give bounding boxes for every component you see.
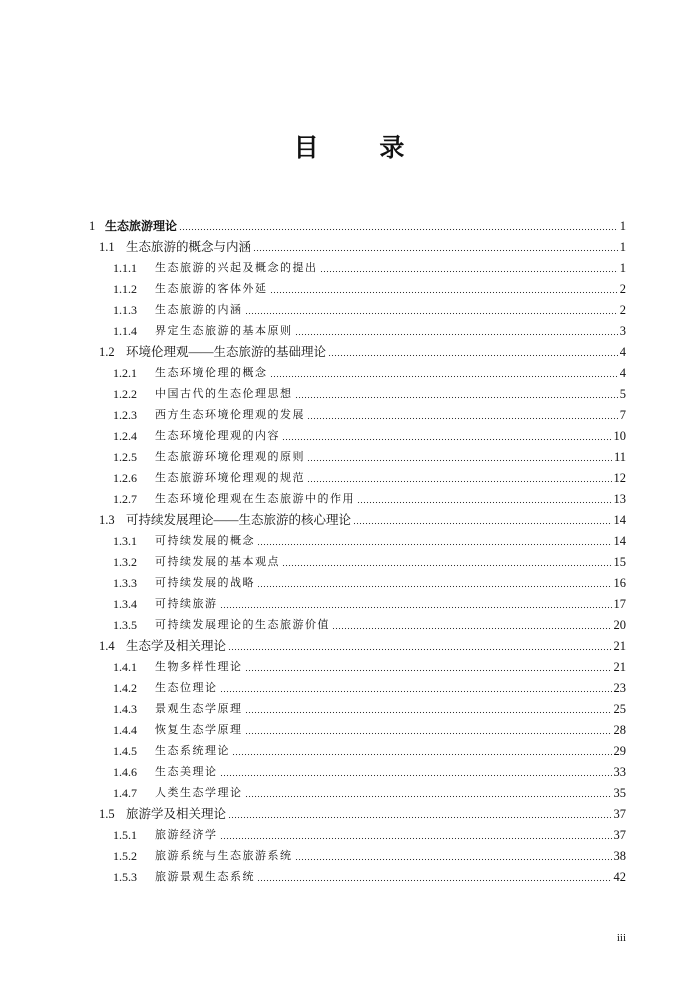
toc-entry[interactable] <box>113 759 626 780</box>
toc-entry-title: 可持续发展理论——生态旅游的核心理论 <box>126 513 352 527</box>
toc-entry-number: 1.3.5 <box>113 618 137 632</box>
toc-entry[interactable] <box>113 591 626 612</box>
toc-entry-page: 35 <box>613 786 626 800</box>
toc-entry-title: 生态环境伦理观在生态旅游中的作用 <box>155 492 355 505</box>
dot-leader <box>179 228 618 231</box>
toc-entry-title: 生态环境伦理观的内容 <box>155 429 280 442</box>
toc-entry[interactable] <box>113 528 626 549</box>
dot-leader <box>282 438 612 441</box>
toc-entry-number: 1.4.2 <box>113 681 137 695</box>
toc-entry-page: 13 <box>613 492 626 506</box>
toc-entry-title: 生态旅游环境伦理观的原则 <box>155 450 305 463</box>
toc-entry[interactable] <box>113 423 626 444</box>
toc-entry-title: 生态旅游环境伦理观的规范 <box>155 471 305 484</box>
toc-entry-title: 生态旅游的客体外延 <box>155 282 268 295</box>
toc-entry[interactable] <box>113 570 626 591</box>
toc-entry[interactable] <box>113 612 626 633</box>
toc-entry-page: 3 <box>619 324 626 338</box>
toc-entry[interactable] <box>99 801 626 822</box>
toc-entry-title: 恢复生态学原理 <box>155 723 243 736</box>
toc-entry-title: 生态旅游理论 <box>105 219 178 233</box>
toc-entry-number: 1.4.1 <box>113 660 137 674</box>
toc-entry-page: 20 <box>613 618 626 632</box>
toc-entry-title: 生态系统理论 <box>155 744 230 757</box>
toc-entry-number: 1.2.5 <box>113 450 137 464</box>
toc-entry-title: 环境伦理观——生态旅游的基础理论 <box>126 345 327 359</box>
toc-entry-page: 42 <box>613 870 626 884</box>
toc-entry[interactable] <box>113 465 626 486</box>
toc-entry-page: 11 <box>613 450 626 464</box>
toc-entry-page: 1 <box>619 261 626 275</box>
toc-entry-number: 1.3.2 <box>113 555 137 569</box>
toc-entry-title: 旅游系统与生态旅游系统 <box>155 849 293 862</box>
dot-leader <box>257 879 612 882</box>
toc-entry-page: 23 <box>613 681 626 695</box>
toc-entry-page: 29 <box>613 744 626 758</box>
toc-entry-number: 1.2.2 <box>113 387 137 401</box>
toc-entry[interactable] <box>113 696 626 717</box>
dot-leader <box>245 669 612 672</box>
dot-leader <box>245 795 612 798</box>
toc-entry[interactable] <box>113 444 626 465</box>
toc-entry[interactable] <box>113 843 626 864</box>
toc-entry-number: 1.4.3 <box>113 702 137 716</box>
toc-entry-title: 生态美理论 <box>155 765 218 778</box>
dot-leader <box>307 459 612 462</box>
toc-title: 目 录 <box>293 133 431 162</box>
dot-leader <box>295 858 612 861</box>
toc-entry-page: 37 <box>613 807 626 821</box>
toc-entry-title: 界定生态旅游的基本原则 <box>155 324 293 337</box>
toc-entry-page: 37 <box>613 828 626 842</box>
toc-entry-title: 中国古代的生态伦理思想 <box>155 387 293 400</box>
toc-entry-number: 1.1.1 <box>113 261 137 275</box>
toc-entry-page: 16 <box>613 576 626 590</box>
toc-entry[interactable] <box>113 318 626 339</box>
toc-entry-number: 1.1.3 <box>113 303 137 317</box>
dot-leader <box>245 312 618 315</box>
toc-entry[interactable] <box>113 297 626 318</box>
dot-leader <box>307 417 618 420</box>
toc-entry-number: 1.2 <box>99 345 115 359</box>
toc-entry-page: 14 <box>613 513 626 527</box>
toc-entry-page: 12 <box>613 471 626 485</box>
toc-entry-title: 生态环境伦理的概念 <box>155 366 268 379</box>
dot-leader <box>307 480 612 483</box>
toc-entry-number: 1.1.2 <box>113 282 137 296</box>
toc-entry-page: 2 <box>619 282 626 296</box>
toc-entry[interactable] <box>99 633 626 654</box>
toc-entry[interactable] <box>113 675 626 696</box>
toc-entry-number: 1.4.4 <box>113 723 137 737</box>
toc-entry-title: 可持续发展的概念 <box>155 534 255 547</box>
toc-entry-title: 生物多样性理论 <box>155 660 243 673</box>
toc-entry-page: 28 <box>613 723 626 737</box>
toc-entry-number: 1.1 <box>99 240 115 254</box>
toc-entry[interactable] <box>99 339 626 360</box>
toc-entry[interactable] <box>113 276 626 297</box>
dot-leader <box>220 606 612 609</box>
toc-entry-page: 1 <box>619 219 626 233</box>
dot-leader <box>253 249 618 252</box>
toc-entry-title: 生态旅游的概念与内涵 <box>126 240 252 254</box>
toc-entry-number: 1.3.4 <box>113 597 137 611</box>
toc-entry-number: 1.4.7 <box>113 786 137 800</box>
toc-entry[interactable] <box>113 822 626 843</box>
dot-leader <box>353 522 611 525</box>
toc-entry-page: 15 <box>613 555 626 569</box>
toc-entry-number: 1.3 <box>99 513 115 527</box>
toc-entry[interactable] <box>89 213 626 234</box>
toc-entry-page: 2 <box>619 303 626 317</box>
dot-leader <box>220 774 612 777</box>
toc-entry-number: 1.5 <box>99 807 115 821</box>
dot-leader <box>320 270 618 273</box>
dot-leader <box>332 627 612 630</box>
toc-entry-title: 生态位理论 <box>155 681 218 694</box>
dot-leader <box>357 501 612 504</box>
toc-entry-page: 21 <box>613 660 626 674</box>
dot-leader <box>295 333 618 336</box>
toc-entry-page: 25 <box>613 702 626 716</box>
toc-entry[interactable] <box>113 780 626 801</box>
toc-entry-page: 38 <box>613 849 626 863</box>
dot-leader <box>232 753 612 756</box>
dot-leader <box>220 837 612 840</box>
toc-entry[interactable] <box>113 864 626 885</box>
toc-entry-number: 1.1.4 <box>113 324 137 338</box>
toc-entry-page: 1 <box>619 240 626 254</box>
toc-entry-title: 人类生态学理论 <box>155 786 243 799</box>
dot-leader <box>245 732 612 735</box>
toc-entry[interactable] <box>113 381 626 402</box>
toc-entry[interactable] <box>113 402 626 423</box>
toc-entry-title: 旅游景观生态系统 <box>155 870 255 883</box>
toc-entry-number: 1.5.2 <box>113 849 137 863</box>
toc-entry-number: 1.4 <box>99 639 115 653</box>
toc-entry[interactable] <box>99 507 626 528</box>
toc-entry-page: 4 <box>619 366 626 380</box>
toc-entry-title: 旅游学及相关理论 <box>126 807 227 821</box>
toc-entry[interactable] <box>113 255 626 276</box>
toc-entry[interactable] <box>113 654 626 675</box>
dot-leader <box>257 543 612 546</box>
toc-entry[interactable] <box>113 360 626 381</box>
page-number: iii <box>616 932 626 944</box>
toc-entry[interactable] <box>99 234 626 255</box>
toc-entry-number: 1.4.5 <box>113 744 137 758</box>
toc-entry-page: 21 <box>613 639 626 653</box>
toc-entry[interactable] <box>113 738 626 759</box>
toc-entry-number: 1.4.6 <box>113 765 137 779</box>
toc-entry[interactable] <box>113 717 626 738</box>
toc-entry[interactable] <box>113 486 626 507</box>
dot-leader <box>328 354 618 357</box>
dot-leader <box>270 375 618 378</box>
toc-entry[interactable] <box>113 549 626 570</box>
toc-entry-title: 可持续发展的基本观点 <box>155 555 280 568</box>
toc-entry-page: 33 <box>613 765 626 779</box>
dot-leader <box>228 816 611 819</box>
toc-entry-number: 1.2.3 <box>113 408 137 422</box>
toc-entry-title: 可持续旅游 <box>155 597 218 610</box>
toc-entry-number: 1.3.3 <box>113 576 137 590</box>
toc-entry-page: 7 <box>619 408 626 422</box>
toc-entry-number: 1.5.1 <box>113 828 137 842</box>
toc-entry-page: 10 <box>613 429 626 443</box>
toc-entry-title: 景观生态学原理 <box>155 702 243 715</box>
toc-entry-page: 17 <box>613 597 626 611</box>
toc-entry-number: 1.5.3 <box>113 870 137 884</box>
toc-entry-title: 生态旅游的兴起及概念的提出 <box>155 261 318 274</box>
toc-entry-title: 生态旅游的内涵 <box>155 303 243 316</box>
dot-leader <box>257 585 612 588</box>
toc-entry-title: 西方生态环境伦理观的发展 <box>155 408 305 421</box>
toc-entry-number: 1.3.1 <box>113 534 137 548</box>
toc-entry-number: 1.2.7 <box>113 492 137 506</box>
toc-entry-number: 1.2.6 <box>113 471 137 485</box>
dot-leader <box>282 564 612 567</box>
dot-leader <box>270 291 618 294</box>
toc-entry-page: 5 <box>619 387 626 401</box>
dot-leader <box>295 396 618 399</box>
toc-entry-title: 可持续发展的战略 <box>155 576 255 589</box>
toc-entry-title: 生态学及相关理论 <box>126 639 227 653</box>
toc-entry-page: 4 <box>619 345 626 359</box>
dot-leader <box>228 648 611 651</box>
dot-leader <box>245 711 612 714</box>
dot-leader <box>220 690 612 693</box>
toc-entry-title: 可持续发展理论的生态旅游价值 <box>155 618 330 631</box>
toc-entry-page: 14 <box>613 534 626 548</box>
toc-entry-number: 1 <box>89 219 96 233</box>
toc-entry-title: 旅游经济学 <box>155 828 218 841</box>
toc-entry-number: 1.2.1 <box>113 366 137 380</box>
toc-entry-number: 1.2.4 <box>113 429 137 443</box>
